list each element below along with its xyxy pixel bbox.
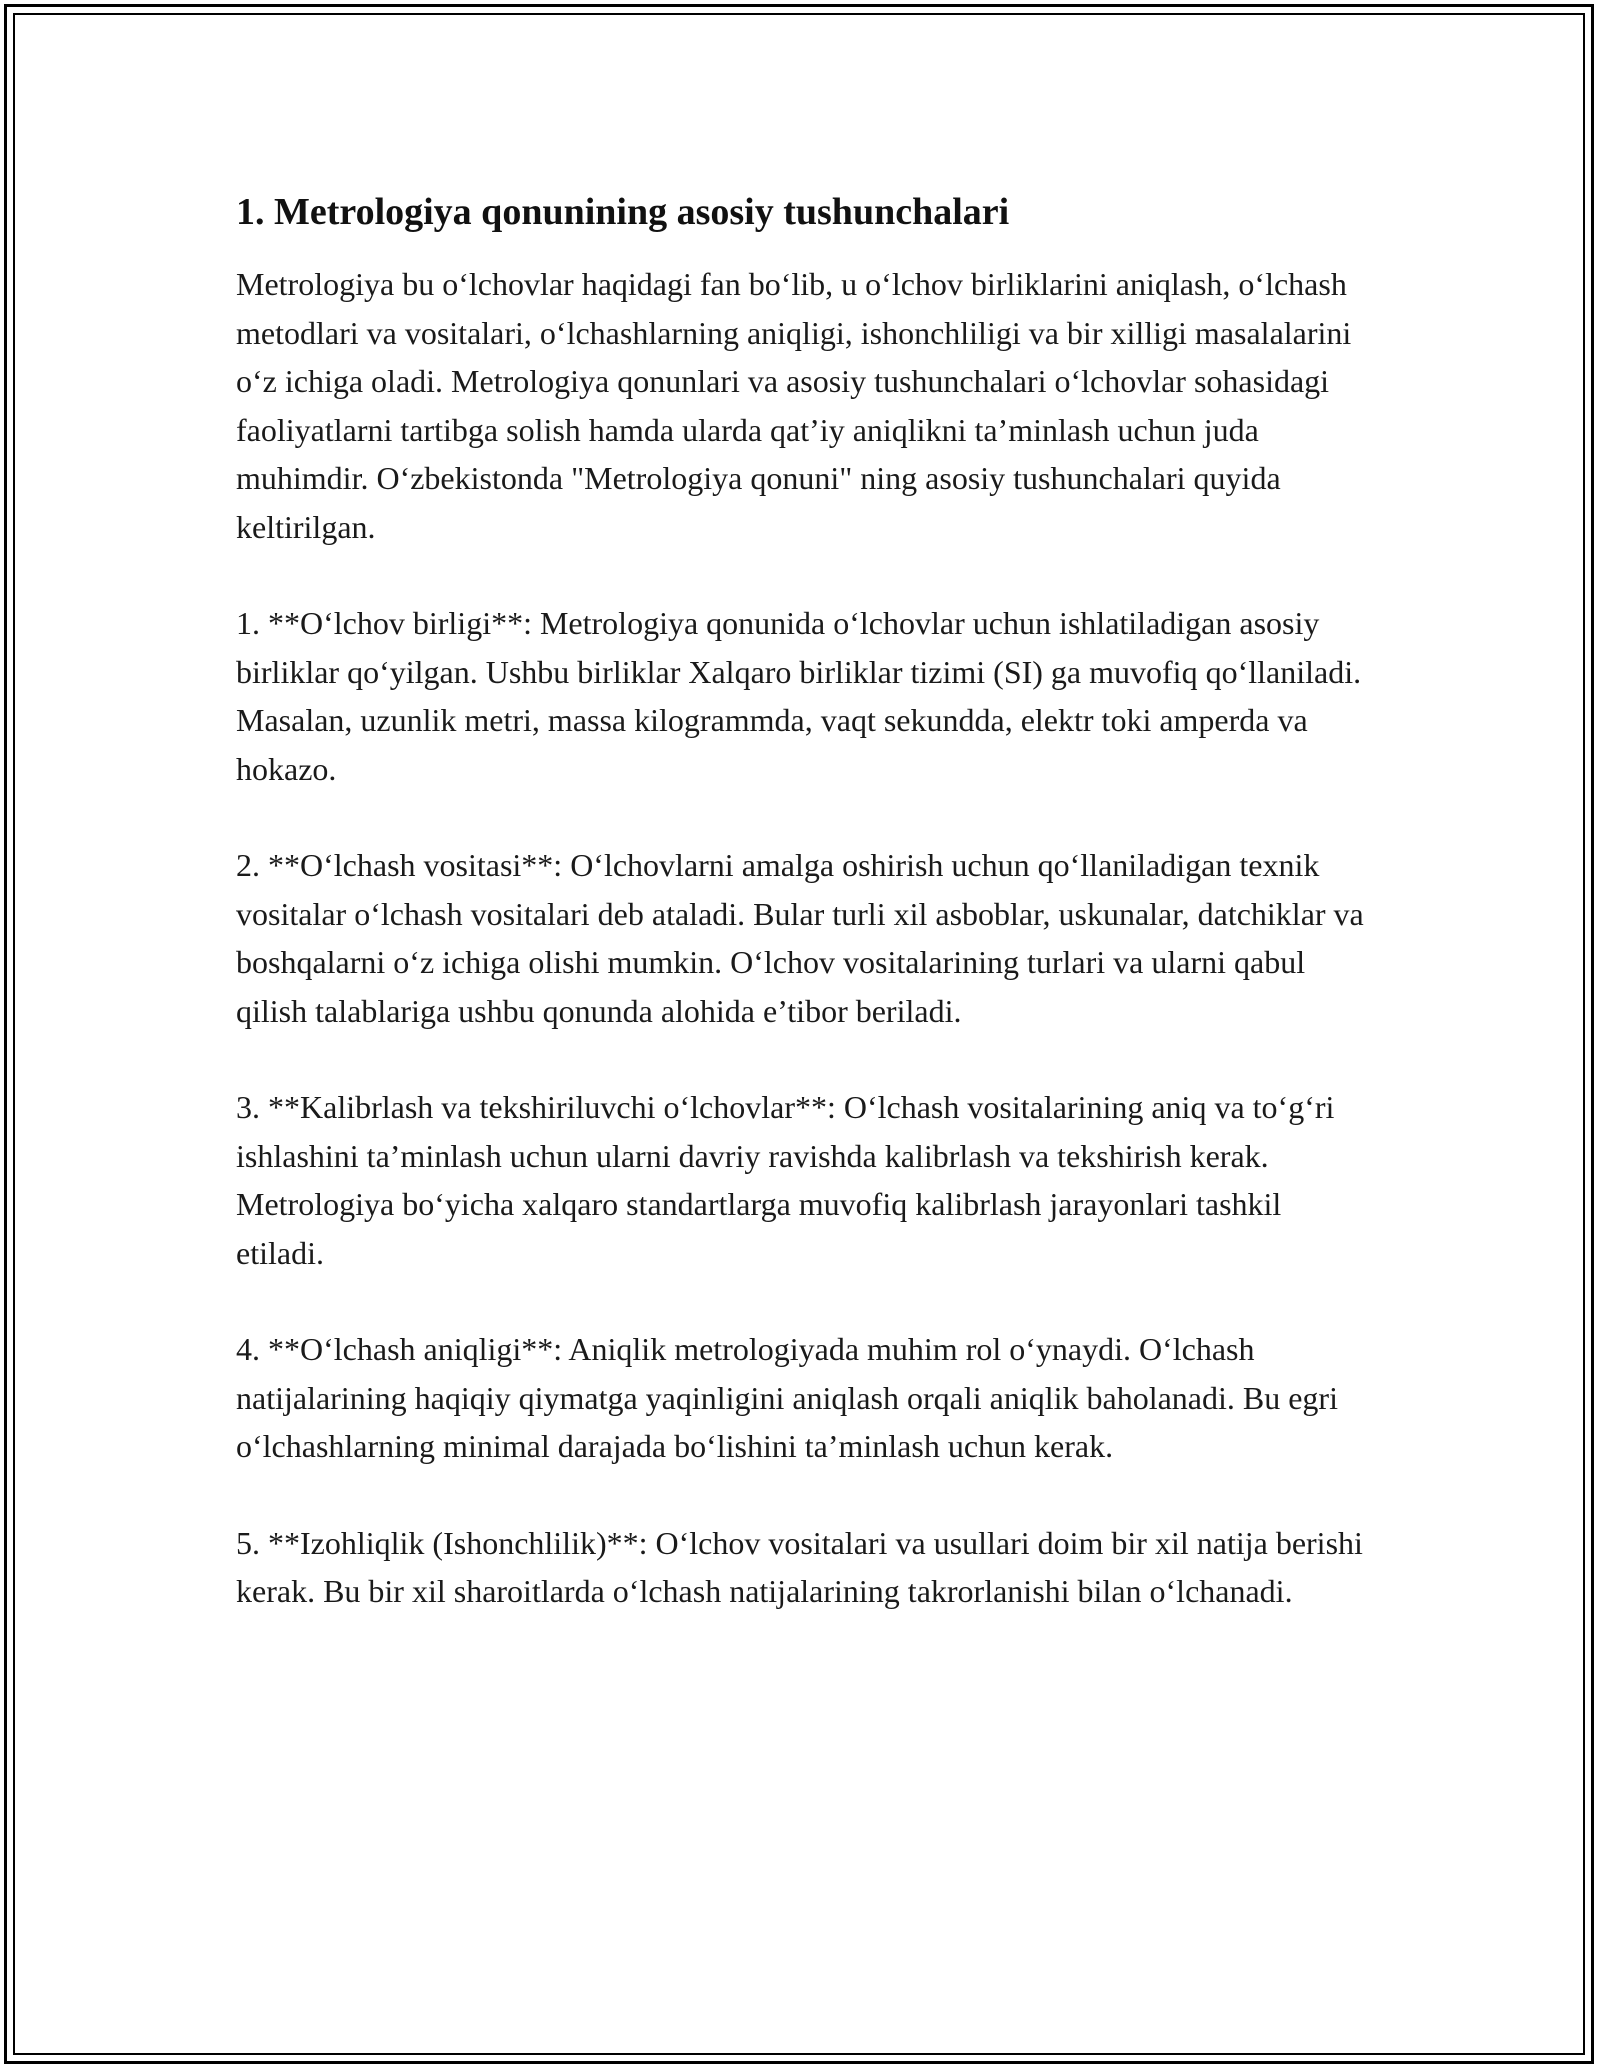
paragraph-reliability: 5. **Izohliqlik (Ishonchlilik)**: O‘lchov vositalari va usullari doim bir xil natija berishi kerak. Bu bir xil sharoitlarda o‘lchash natijalarining takrorlanishi bilan o‘lchanadi.	[236, 1524, 1363, 1609]
paragraph-measuring-instrument: 2. **O‘lchash vositasi**: O‘lchovlarni amalga oshirish uchun qo‘llaniladigan texnik vositalar o‘lchash vositalari deb ataladi. Bular turli xil asboblar, uskunalar, datchiklar va boshqalarni o‘z ichiga olishi mumkin. O‘lchov vositalarining turlari va ularni qabul qilish talablariga ushbu qonunda alohida e’tibor beriladi.	[236, 847, 1364, 1029]
paragraph-calibration: 3. **Kalibrlash va tekshiriluvchi o‘lchovlar**: O‘lchash vositalarining aniq va to‘g‘ri ishlashini ta’minlash uchun ularni davriy ravishda kalibrlash va tekshirish kerak. Metrologiya bo‘yicha xalqaro standartlarga muvofiq kalibrlash jarayonlari tashkil etiladi.	[236, 1089, 1335, 1271]
paragraph-measurement-accuracy: 4. **O‘lchash aniqligi**: Aniqlik metrologiyada muhim rol o‘ynaydi. O‘lchash natijalarining haqiqiy qiymatga yaqinligini aniqlash orqali aniqlik baholanadi. Bu egri o‘lchashlarning minimal darajada bo‘lishini ta’minlash uchun kerak.	[236, 1331, 1338, 1464]
section-title: 1. Metrologiya qonunining asosiy tushunchalari	[236, 191, 1010, 233]
paragraph-unit-of-measure: 1. **O‘lchov birligi**: Metrologiya qonunida o‘lchovlar uchun ishlatiladigan asosiy birliklar qo‘yilgan. Ushbu birliklar Xalqaro birliklar tizimi (SI) ga muvofiq qo‘llaniladi. Masalan, uzunlik metri, massa kilogrammda, vaqt sekundda, elektr toki amperda va hokazo.	[236, 605, 1362, 787]
intro-paragraph: Metrologiya bu o‘lchovlar haqidagi fan bo‘lib, u o‘lchov birliklarini aniqlash, o‘lchash metodlari va vositalari, o‘lchashlarning aniqligi, ishonchliligi va bir xilligi masalalarini o‘z ichiga oladi. Metrologiya qonunlari va asosiy tushunchalari o‘lchovlar sohasidagi faoliyatlarni tartibga solish hamda ularda qat’iy aniqlikni ta’minlash uchun juda muhimdir. O‘zbekistonda "Metrologiya qonuni" ning asosiy tushunchalari quyida keltirilgan.	[236, 266, 1352, 545]
document-body	[236, 186, 1366, 1664]
